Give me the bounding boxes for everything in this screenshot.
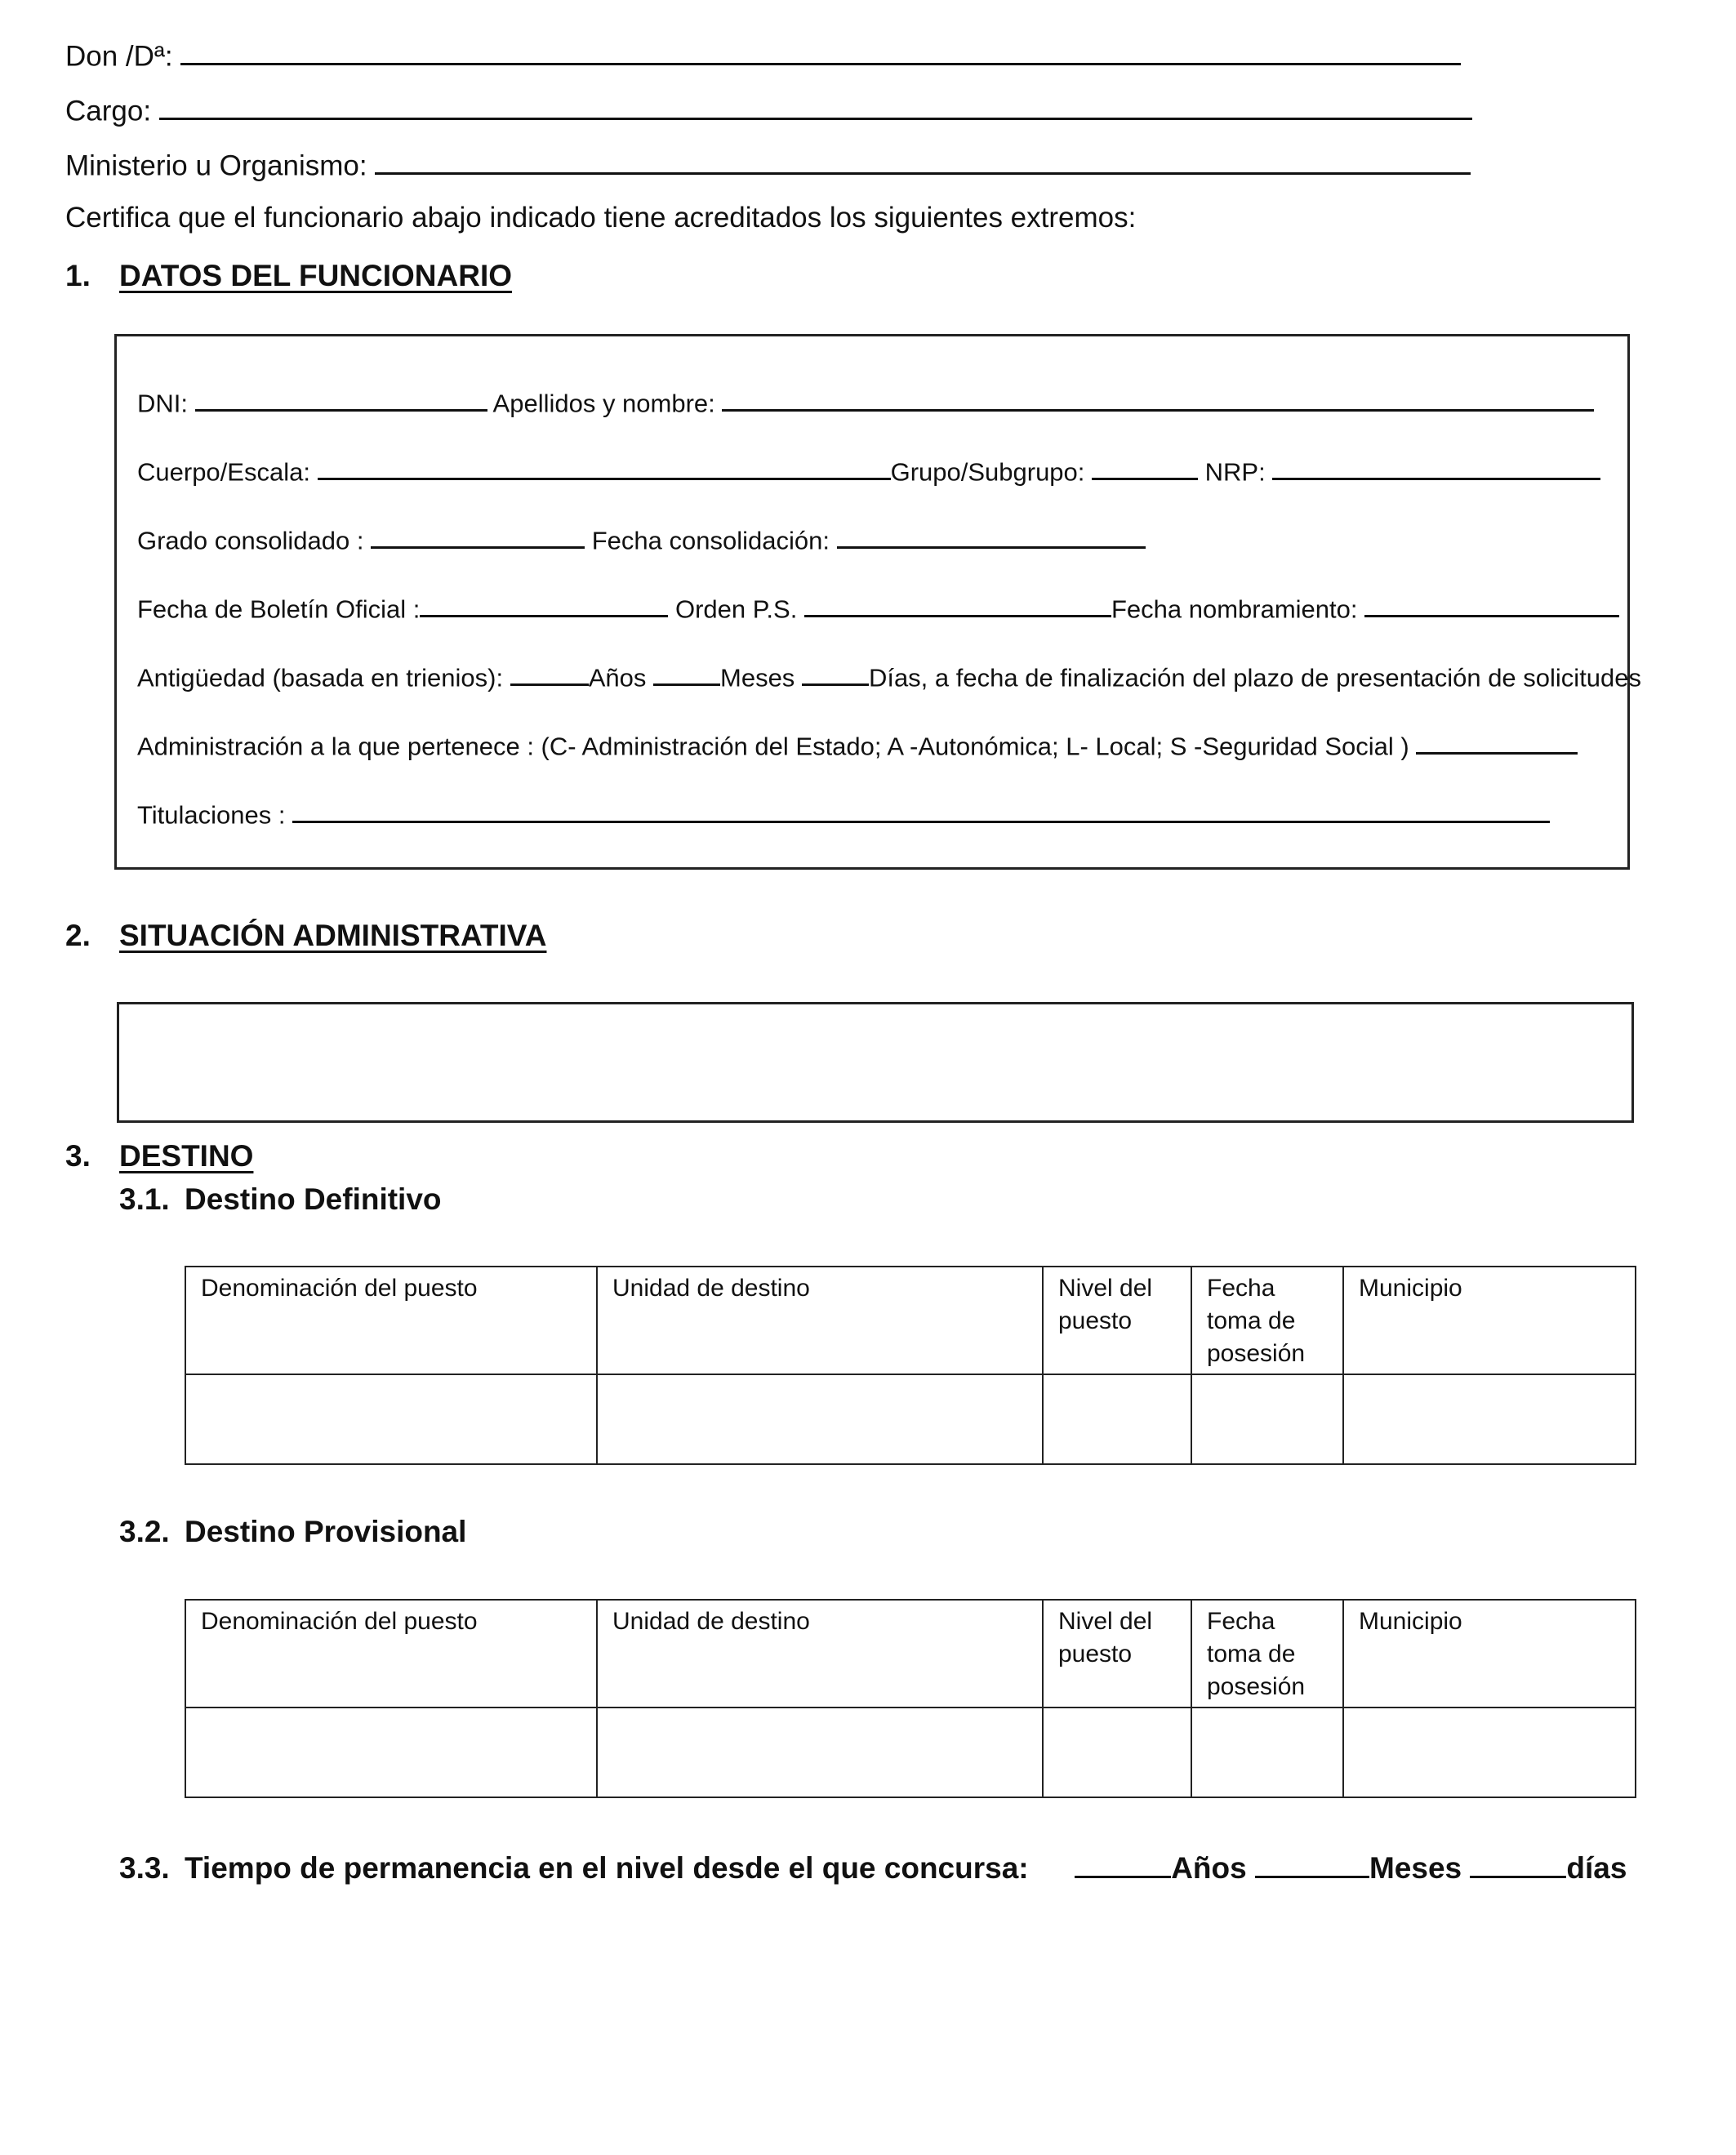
cell-fecha[interactable] [1191,1374,1343,1464]
destino-provisional-heading [119,1515,466,1549]
section1-heading [65,259,512,293]
section3-heading [65,1139,253,1173]
antiguedad-anos-label: Años [588,663,647,692]
fecha-consolidacion-label: Fecha consolidación: [591,526,830,555]
cargo-field[interactable] [159,91,1472,120]
titulaciones-label: Titulaciones : [137,800,286,830]
administracion-label: Administración a la que pertenece : (C- Administración del Estado; A -Autonómica; L- Local; S -Seguridad Social ) [137,732,1409,761]
grado-line [137,523,1146,555]
antiguedad-label: Antigüedad (basada en trienios): [137,663,504,692]
cell-unidad[interactable] [597,1708,1043,1797]
table-row [185,1708,1636,1797]
cell-municipio[interactable] [1343,1708,1636,1797]
cargo-label: Cargo: [65,95,152,127]
header-fecha: Fecha toma de posesión [1191,1267,1343,1374]
header-unidad: Unidad de destino [597,1600,1043,1708]
cell-municipio[interactable] [1343,1374,1636,1464]
don-field[interactable] [180,36,1461,65]
grado-label: Grado consolidado : [137,526,364,555]
orden-field[interactable] [804,591,1111,617]
grado-field[interactable] [371,523,585,549]
destino-provisional-number: 3.2. [119,1515,170,1548]
section2-title: SITUACIÓN ADMINISTRATIVA [119,919,547,952]
section2-number: 2. [65,919,91,952]
table-header-row [185,1267,1636,1374]
antiguedad-dias-field[interactable] [802,660,869,686]
table-row [185,1374,1636,1464]
permanencia-label: Tiempo de permanencia en el nivel desde el que concursa: [185,1851,1029,1886]
administracion-field[interactable] [1416,728,1578,755]
section3-title: DESTINO [119,1139,254,1173]
nrp-field[interactable] [1272,454,1600,480]
cell-fecha[interactable] [1191,1708,1343,1797]
grupo-field[interactable] [1092,454,1198,480]
apellidos-field[interactable] [722,385,1594,412]
cargo-line [65,91,1472,127]
don-line [65,36,1461,73]
destino-definitivo-table [185,1266,1636,1465]
cuerpo-label: Cuerpo/Escala: [137,457,310,487]
certifica-text: Certifica que el funcionario abajo indicado tiene acreditados los siguientes extremos: [65,202,1137,234]
titulaciones-line [137,797,1550,830]
header-denominacion: Denominación del puesto [185,1600,597,1708]
section1-title: DATOS DEL FUNCIONARIO [119,259,513,292]
ministerio-line [65,145,1471,182]
permanencia-anos-field[interactable] [1075,1847,1171,1878]
header-nivel: Nivel del puesto [1043,1600,1191,1708]
don-label: Don /Dª: [65,40,173,73]
header-denominacion: Denominación del puesto [185,1267,597,1374]
fecha-nombramiento-field[interactable] [1364,591,1619,617]
destino-provisional-title: Destino Provisional [185,1515,467,1548]
permanencia-line [119,1847,1627,1886]
nrp-label: NRP: [1204,457,1266,487]
header-municipio: Municipio [1343,1267,1636,1374]
destino-definitivo-title: Destino Definitivo [185,1182,442,1216]
permanencia-meses-label: Meses [1369,1851,1462,1886]
antiguedad-line [137,660,1641,692]
ministerio-field[interactable] [375,145,1471,175]
permanencia-dias-field[interactable] [1470,1847,1566,1878]
antiguedad-anos-field[interactable] [510,660,589,686]
cell-unidad[interactable] [597,1374,1043,1464]
apellidos-label: Apellidos y nombre: [492,389,715,418]
cell-denominacion[interactable] [185,1374,597,1464]
cell-nivel[interactable] [1043,1374,1191,1464]
destino-provisional-table [185,1599,1636,1798]
section2-heading [65,919,546,953]
permanencia-dias-label: días [1566,1851,1627,1886]
table-header-row [185,1600,1636,1708]
section3-number: 3. [65,1139,91,1173]
header-fecha: Fecha toma de posesión [1191,1600,1343,1708]
administracion-line [137,728,1578,761]
ministerio-label: Ministerio u Organismo: [65,149,367,182]
cell-denominacion[interactable] [185,1708,597,1797]
header-nivel: Nivel del puesto [1043,1267,1191,1374]
permanencia-meses-field[interactable] [1255,1847,1369,1878]
destino-definitivo-heading [119,1182,442,1217]
section1-number: 1. [65,259,91,292]
permanencia-anos-label: Años [1171,1851,1247,1886]
fecha-boletin-field[interactable] [420,591,668,617]
header-unidad: Unidad de destino [597,1267,1043,1374]
situacion-administrativa-box[interactable] [117,1002,1634,1123]
antiguedad-meses-label: Meses [720,663,795,692]
boletin-line [137,591,1619,624]
antiguedad-meses-field[interactable] [653,660,720,686]
destino-definitivo-number: 3.1. [119,1182,170,1216]
antiguedad-dias-label: Días, a fecha de finalización del plazo de presentación de solicitudes [868,663,1642,692]
dni-field[interactable] [195,385,487,412]
grupo-label: Grupo/Subgrupo: [890,457,1085,487]
orden-label: Orden P.S. [674,594,798,624]
fecha-nombramiento-label: Fecha nombramiento: [1111,594,1358,624]
cell-nivel[interactable] [1043,1708,1191,1797]
cuerpo-line [137,454,1600,487]
cuerpo-field[interactable] [318,454,891,480]
titulaciones-field[interactable] [292,797,1550,823]
fecha-boletin-label: Fecha de Boletín Oficial : [137,594,421,624]
fecha-consolidacion-field[interactable] [837,523,1146,549]
dni-label: DNI: [137,389,188,418]
dni-line [137,385,1594,418]
header-municipio: Municipio [1343,1600,1636,1708]
permanencia-number: 3.3. [119,1851,170,1886]
